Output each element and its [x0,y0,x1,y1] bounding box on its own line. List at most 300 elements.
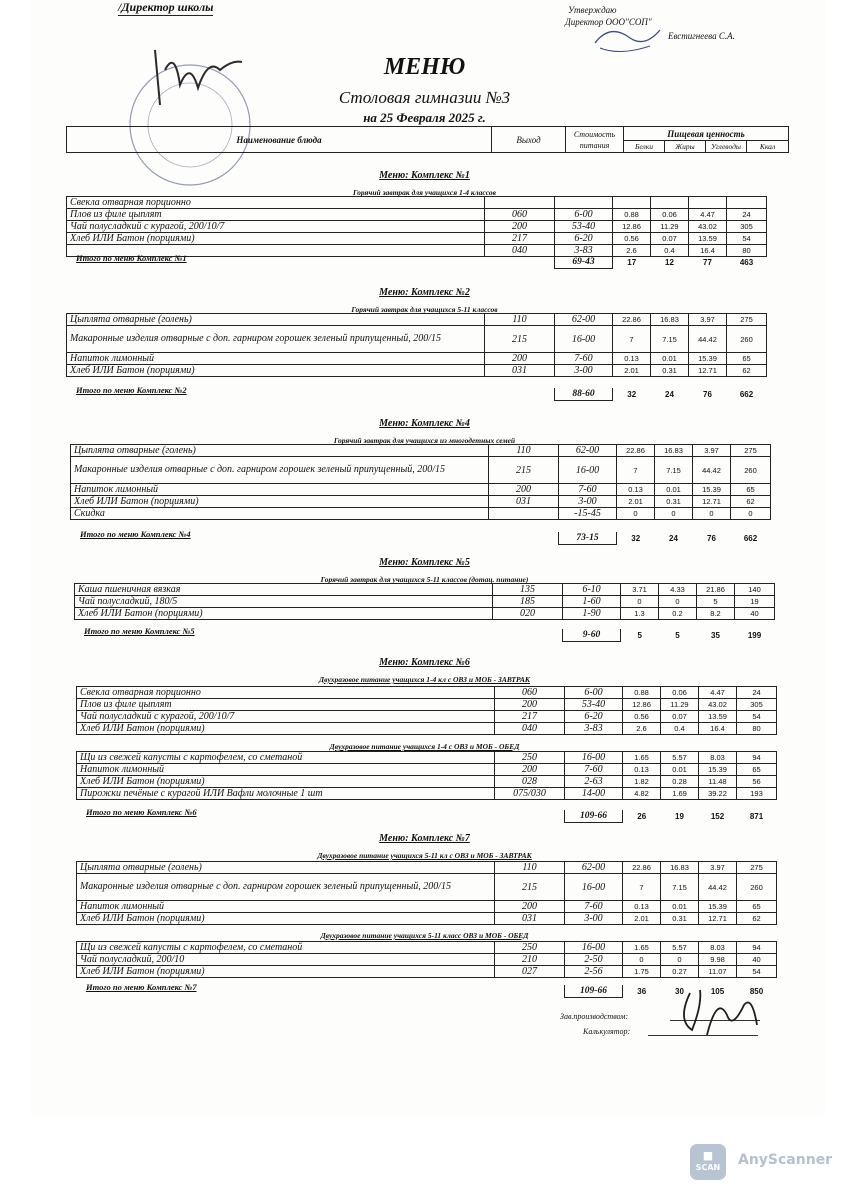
table-row [71,445,771,457]
section-subtitle: Горячий завтрак для учащихся 5-11 классов [351,305,498,314]
dish-nutrition-f: 11.29 [661,699,699,711]
total-nutrition-p: 17 [627,257,637,267]
dish-output: 075/030 [495,788,565,800]
section-total-label: Итого по меню Комплекс №2 [76,385,187,395]
section-total-label: Итого по меню Комплекс №7 [86,982,197,992]
section-subtitle: Двухразовое питание учащихся 5-11 кл с ОВЗ и МОБ - ЗАВТРАК [317,851,532,860]
table-row [77,723,777,735]
dish-nutrition-p: 0.13 [623,764,661,776]
dish-output: 027 [495,966,565,978]
dish-output: 135 [493,584,563,596]
dish-output [485,197,555,209]
section-subtitle: Горячий завтрак для учащихся из многодетных семей [333,436,516,445]
dish-nutrition-f: 16.83 [655,445,693,457]
table-row [67,221,767,233]
dish-nutrition-c: 12.71 [689,365,727,377]
dish-nutrition-f: 0.01 [655,484,693,496]
page-date: на 25 Февраля 2025 г. [363,110,486,125]
dish-nutrition-k: 54 [737,966,777,978]
dish-nutrition-c: 15.39 [693,484,731,496]
dish-name: Свекла отварная порционно [77,687,495,699]
column-header [66,126,789,153]
section-subtitle: Горячий завтрак для учащихся 1-4 классов [353,188,496,197]
dish-nutrition-p: 0.56 [623,711,661,723]
dish-nutrition-f: 0.28 [661,776,699,788]
dish-name: Плов из филе цыплят [77,699,495,711]
dish-nutrition-k: 260 [737,874,777,901]
total-price: 88-60 [555,388,613,401]
dish-nutrition-p: 7 [623,874,661,901]
dish-price: 7-60 [565,901,623,913]
dish-nutrition-c: 15.39 [699,901,737,913]
dish-nutrition-p: 0 [617,508,655,520]
dish-price: 16-00 [565,874,623,901]
dish-output: 031 [485,365,555,377]
dish-price: 7-60 [559,484,617,496]
dish-nutrition-k: 80 [737,723,777,735]
dish-name: Цыплята отварные (голень) [77,862,495,874]
table-row [77,687,777,699]
table-row [77,954,777,966]
dish-nutrition-c: 0 [693,508,731,520]
menu-table [76,861,777,925]
table-row [77,711,777,723]
dish-name: Макаронные изделия отварные с доп. гарниром горошек зеленый припущенный, 200/15 [71,457,489,484]
dish-nutrition-f: 11.29 [651,221,689,233]
section-total-label: Итого по меню Комплекс №4 [80,529,191,539]
table-row [67,353,767,365]
dish-nutrition-c: 13.59 [689,233,727,245]
total-nutrition-p: 32 [631,533,641,543]
col-name: Наименование блюда [67,127,492,153]
scanner-logo-icon: ■ SCAN [690,1144,726,1180]
dish-price: 6-00 [555,209,613,221]
dish-output: 200 [495,764,565,776]
dish-nutrition-f: 0.06 [651,209,689,221]
dish-nutrition-c: 39.22 [699,788,737,800]
dish-nutrition-k: 65 [737,901,777,913]
total-nutrition-f: 12 [665,257,674,267]
dish-name: Каша пшеничная вязкая [75,584,493,596]
total-nutrition-k: 662 [743,533,758,543]
dish-nutrition-f: 0.31 [651,365,689,377]
dish-nutrition-f: 16.83 [651,314,689,326]
col-proteins: Белки [624,141,665,153]
total-nutrition-p: 5 [637,630,642,640]
total-price: 9-60 [563,629,621,642]
table-row [71,457,771,484]
dish-nutrition-k [727,197,767,209]
dish-nutrition-k: 40 [735,608,775,620]
dish-nutrition-p: 22.86 [617,445,655,457]
director-label: Директор ООО"СОП" [565,17,652,27]
dish-nutrition-p: 0.56 [613,233,651,245]
dish-output: 210 [495,954,565,966]
dish-price: 7-60 [565,764,623,776]
dish-price: 62-00 [555,314,613,326]
dish-nutrition-c: 5 [697,596,735,608]
dish-price: 3-83 [565,723,623,735]
total-nutrition-f: 24 [665,389,674,399]
dish-nutrition-c: 3.97 [693,445,731,457]
scanner-name: AnyScanner [738,1152,833,1168]
dish-nutrition-p: 1.75 [623,966,661,978]
section-title: Меню: Комплекс №7 [379,833,470,844]
dish-nutrition-p: 0 [623,954,661,966]
table-row [75,608,775,620]
dish-name: Напиток лимонный [77,901,495,913]
dish-nutrition-p: 0.13 [617,484,655,496]
dish-output: 060 [495,687,565,699]
table-row [71,484,771,496]
table-row [71,496,771,508]
dish-nutrition-f: 16.83 [661,862,699,874]
dish-nutrition-k: 24 [727,209,767,221]
dish-name: Щи из свежей капусты с картофелем, со сметаной [77,752,495,764]
table-row [75,584,775,596]
dish-nutrition-f: 0.27 [661,966,699,978]
dish-nutrition-f [651,197,689,209]
dish-name: Пирожки печёные с курагой ИЛИ Вафли молочные 1 шт [77,788,495,800]
total-nutrition-c: 77 [703,257,712,267]
dish-output: 200 [495,699,565,711]
dish-nutrition-p: 2.01 [617,496,655,508]
table-row [71,508,771,520]
dish-nutrition-f: 0.01 [661,901,699,913]
dish-nutrition-p: 4.82 [623,788,661,800]
dish-output: 020 [493,608,563,620]
dish-output: 110 [489,445,559,457]
total-nutrition-c: 76 [703,389,712,399]
dish-output: 185 [493,596,563,608]
dish-name: Хлеб ИЛИ Батон (порциями) [77,723,495,735]
dish-price: 1-60 [563,596,621,608]
menu-table [76,686,777,735]
section-subtitle: Горячий завтрак для учащихся 5-11 классов (дотац. питание) [320,575,529,584]
total-price: 109-66 [565,985,623,998]
dish-price: 2-56 [565,966,623,978]
section-total-label: Итого по меню Комплекс №5 [84,626,195,636]
dish-nutrition-k: 54 [727,233,767,245]
dish-nutrition-p: 12.86 [613,221,651,233]
dish-price: -15-45 [559,508,617,520]
table-row [67,365,767,377]
section-total-label: Итого по меню Комплекс №6 [86,807,197,817]
dish-nutrition-k: 65 [727,353,767,365]
dish-nutrition-k: 54 [737,711,777,723]
dish-nutrition-f: 7.15 [661,874,699,901]
dish-output: 060 [485,209,555,221]
dish-nutrition-f: 0.4 [661,723,699,735]
total-nutrition-p: 36 [637,986,647,996]
dish-name: Напиток лимонный [77,764,495,776]
dish-name: Свекла отварная порционно [67,197,485,209]
dish-nutrition-c: 43.02 [689,221,727,233]
dish-price: 14-00 [565,788,623,800]
dish-nutrition-f: 0 [655,508,693,520]
dish-output: 200 [495,901,565,913]
dish-name: Хлеб ИЛИ Батон (порциями) [75,608,493,620]
dish-nutrition-c: 15.39 [699,764,737,776]
section-title: Меню: Комплекс №4 [379,418,470,429]
dish-nutrition-p: 22.86 [623,862,661,874]
dish-output: 217 [495,711,565,723]
dish-price: 6-20 [565,711,623,723]
dish-nutrition-c: 44.42 [689,326,727,353]
dish-nutrition-f: 0.01 [661,764,699,776]
dish-price: 53-40 [565,699,623,711]
dish-name: Цыплята отварные (голень) [67,314,485,326]
dish-nutrition-p: 7 [617,457,655,484]
table-row [77,699,777,711]
dish-nutrition-f: 7.15 [651,326,689,353]
dish-nutrition-c: 16.4 [699,723,737,735]
section-subtitle: Двухразовое питание учащихся 5-11 класс ОВЗ и МОБ - ОБЕД [320,931,529,940]
dish-nutrition-k: 275 [727,314,767,326]
dish-price: 16-00 [559,457,617,484]
col-carbs: Углеводы [706,141,747,153]
dish-name: Напиток лимонный [71,484,489,496]
dish-name: Плов из филе цыплят [67,209,485,221]
dish-name: Скидка [71,508,489,520]
dish-output: 200 [485,221,555,233]
section-total-label: Итого по меню Комплекс №1 [76,253,187,263]
dish-nutrition-p: 1.82 [623,776,661,788]
header-left-title: /Директор школы [118,0,214,14]
dish-nutrition-c: 15.39 [689,353,727,365]
dish-nutrition-f: 1.69 [661,788,699,800]
dish-nutrition-k: 275 [737,862,777,874]
dish-nutrition-c: 9.98 [699,954,737,966]
dish-name: Хлеб ИЛИ Батон (порциями) [71,496,489,508]
dish-nutrition-f: 0.07 [651,233,689,245]
section-total-row [554,256,767,269]
dish-nutrition-c: 13.59 [699,711,737,723]
dish-nutrition-k: 140 [735,584,775,596]
dish-price: 62-00 [565,862,623,874]
menu-table [66,313,767,377]
dish-nutrition-k: 24 [737,687,777,699]
menu-table [76,941,777,978]
dish-nutrition-f: 0.07 [661,711,699,723]
dish-output: 200 [485,353,555,365]
dish-nutrition-k: 94 [737,942,777,954]
total-nutrition-c: 35 [711,630,720,640]
dish-name: Щи из свежей капусты с картофелем, со сметаной [77,942,495,954]
dish-nutrition-k: 260 [731,457,771,484]
dish-nutrition-k: 193 [737,788,777,800]
dish-nutrition-p: 7 [613,326,651,353]
dish-output: 215 [495,874,565,901]
dish-name: Напиток лимонный [67,353,485,365]
total-nutrition-f: 5 [675,630,680,640]
dish-name: Чай полусладкий, 180/5 [75,596,493,608]
table-row [77,788,777,800]
dish-nutrition-f: 0.01 [651,353,689,365]
dish-price [555,197,613,209]
dish-nutrition-k: 19 [735,596,775,608]
dish-nutrition-f: 0.2 [659,608,697,620]
dish-output: 028 [495,776,565,788]
dish-nutrition-c: 12.71 [699,913,737,925]
table-row [77,874,777,901]
dish-nutrition-p: 2.6 [613,245,651,257]
table-row [77,913,777,925]
dish-output: 040 [485,245,555,257]
dish-price: 2-63 [565,776,623,788]
dish-name: Макаронные изделия отварные с доп. гарниром горошек зеленый припущенный, 200/15 [77,874,495,901]
dish-nutrition-f: 0.06 [661,687,699,699]
dish-price: 53-40 [555,221,613,233]
dish-price: 3-00 [555,365,613,377]
total-price: 109-66 [565,810,623,823]
table-row [67,209,767,221]
dish-output: 110 [495,862,565,874]
dish-nutrition-p: 2.6 [623,723,661,735]
table-row [77,862,777,874]
dish-nutrition-p: 12.86 [623,699,661,711]
dish-nutrition-c: 21.86 [697,584,735,596]
total-nutrition-k: 662 [739,389,754,399]
dish-nutrition-p: 1.65 [623,942,661,954]
dish-name: Хлеб ИЛИ Батон (порциями) [77,966,495,978]
dish-nutrition-f: 5.57 [661,942,699,954]
section-total-row [562,629,775,642]
dish-nutrition-k: 56 [737,776,777,788]
dish-price: 3-83 [555,245,613,257]
dish-nutrition-c [689,197,727,209]
section-subtitle: Двухразовое питание учащихся 1-4 кл с ОВЗ и МОБ - ЗАВТРАК [319,675,530,684]
dish-output: 215 [489,457,559,484]
dish-nutrition-k: 80 [727,245,767,257]
page-subtitle: Столовая гимназии №3 [338,88,511,107]
dish-nutrition-p: 0.13 [613,353,651,365]
table-row [77,942,777,954]
dish-nutrition-c: 4.47 [699,687,737,699]
section-title: Меню: Комплекс №1 [379,170,470,181]
dish-nutrition-f: 0.4 [651,245,689,257]
table-row [77,901,777,913]
table-row [77,776,777,788]
dish-nutrition-k: 40 [737,954,777,966]
dish-nutrition-p [613,197,651,209]
dish-name: Хлеб ИЛИ Батон (порциями) [67,233,485,245]
menu-table [76,751,777,800]
dish-price: 62-00 [559,445,617,457]
dish-nutrition-p: 22.86 [613,314,651,326]
dish-nutrition-k: 62 [727,365,767,377]
dish-output: 040 [495,723,565,735]
dish-nutrition-c: 8.03 [699,942,737,954]
section-total-row [564,810,777,823]
table-row [75,596,775,608]
dish-price: 7-60 [555,353,613,365]
total-price: 69-43 [555,256,613,269]
dish-nutrition-k: 65 [737,764,777,776]
menu-table [66,196,767,257]
dish-nutrition-c: 44.42 [699,874,737,901]
dish-nutrition-k: 94 [737,752,777,764]
total-nutrition-c: 76 [707,533,716,543]
menu-table [74,583,775,620]
dish-nutrition-p: 0 [621,596,659,608]
table-row [77,752,777,764]
section-title: Меню: Комплекс №2 [379,287,470,298]
dish-name: Хлеб ИЛИ Батон (порциями) [67,365,485,377]
dish-nutrition-p: 0.13 [623,901,661,913]
table-row [67,233,767,245]
dish-nutrition-f: 5.57 [661,752,699,764]
dish-nutrition-k: 62 [737,913,777,925]
dish-price: 3-00 [565,913,623,925]
dish-output: 215 [485,326,555,353]
dish-nutrition-c: 16.4 [689,245,727,257]
director-name: Евстигнеева С.А. [668,31,735,41]
section-subtitle: Двухразовое питание учащихся 1-4 с ОВЗ и МОБ - ОБЕД [329,742,520,751]
dish-nutrition-p: 0.88 [613,209,651,221]
signature-right-icon [590,18,670,58]
dish-nutrition-c: 8.2 [697,608,735,620]
menu-table [70,444,771,520]
section-title: Меню: Комплекс №5 [379,557,470,568]
section-total-row [558,532,771,545]
dish-nutrition-p: 1.65 [623,752,661,764]
dish-nutrition-k: 260 [727,326,767,353]
total-nutrition-c: 152 [710,811,725,821]
dish-name: Хлеб ИЛИ Батон (порциями) [77,776,495,788]
dish-nutrition-f: 0 [661,954,699,966]
total-price: 73-15 [559,532,617,545]
dish-nutrition-k: 65 [731,484,771,496]
dish-price: 16-00 [555,326,613,353]
dish-price: 3-00 [559,496,617,508]
dish-nutrition-k: 305 [737,699,777,711]
section-total-row [554,388,767,401]
dish-price: 2-50 [565,954,623,966]
dish-price: 6-10 [563,584,621,596]
table-row [77,966,777,978]
dish-name: Хлеб ИЛИ Батон (порциями) [77,913,495,925]
section-title: Меню: Комплекс №6 [379,657,470,668]
total-nutrition-f: 24 [669,533,678,543]
dish-nutrition-c: 43.02 [699,699,737,711]
dish-nutrition-p: 2.01 [623,913,661,925]
dish-output: 250 [495,942,565,954]
dish-nutrition-p: 1.3 [621,608,659,620]
dish-nutrition-p: 3.71 [621,584,659,596]
dish-output: 217 [485,233,555,245]
dish-nutrition-f: 0.31 [661,913,699,925]
table-row [67,314,767,326]
calculator-label: Калькулятор: [583,1027,631,1036]
dish-nutrition-c: 44.42 [693,457,731,484]
total-nutrition-f: 19 [675,811,684,821]
dish-nutrition-c: 3.97 [699,862,737,874]
dish-name: Чай полусладкий с курагой, 200/10/7 [67,221,485,233]
total-nutrition-p: 26 [637,811,647,821]
col-nutrition: Пищевая ценность [624,127,789,141]
signature-footer-icon [672,985,762,1040]
dish-nutrition-k: 305 [727,221,767,233]
dish-nutrition-c: 12.71 [693,496,731,508]
dish-name: Чай полусладкий, 200/10 [77,954,495,966]
dish-name: Макаронные изделия отварные с доп. гарниром горошек зеленый припущенный, 200/15 [67,326,485,353]
dish-price: 1-90 [563,608,621,620]
dish-nutrition-k: 275 [731,445,771,457]
dish-nutrition-c: 8.03 [699,752,737,764]
dish-output [489,508,559,520]
dish-price: 6-00 [565,687,623,699]
